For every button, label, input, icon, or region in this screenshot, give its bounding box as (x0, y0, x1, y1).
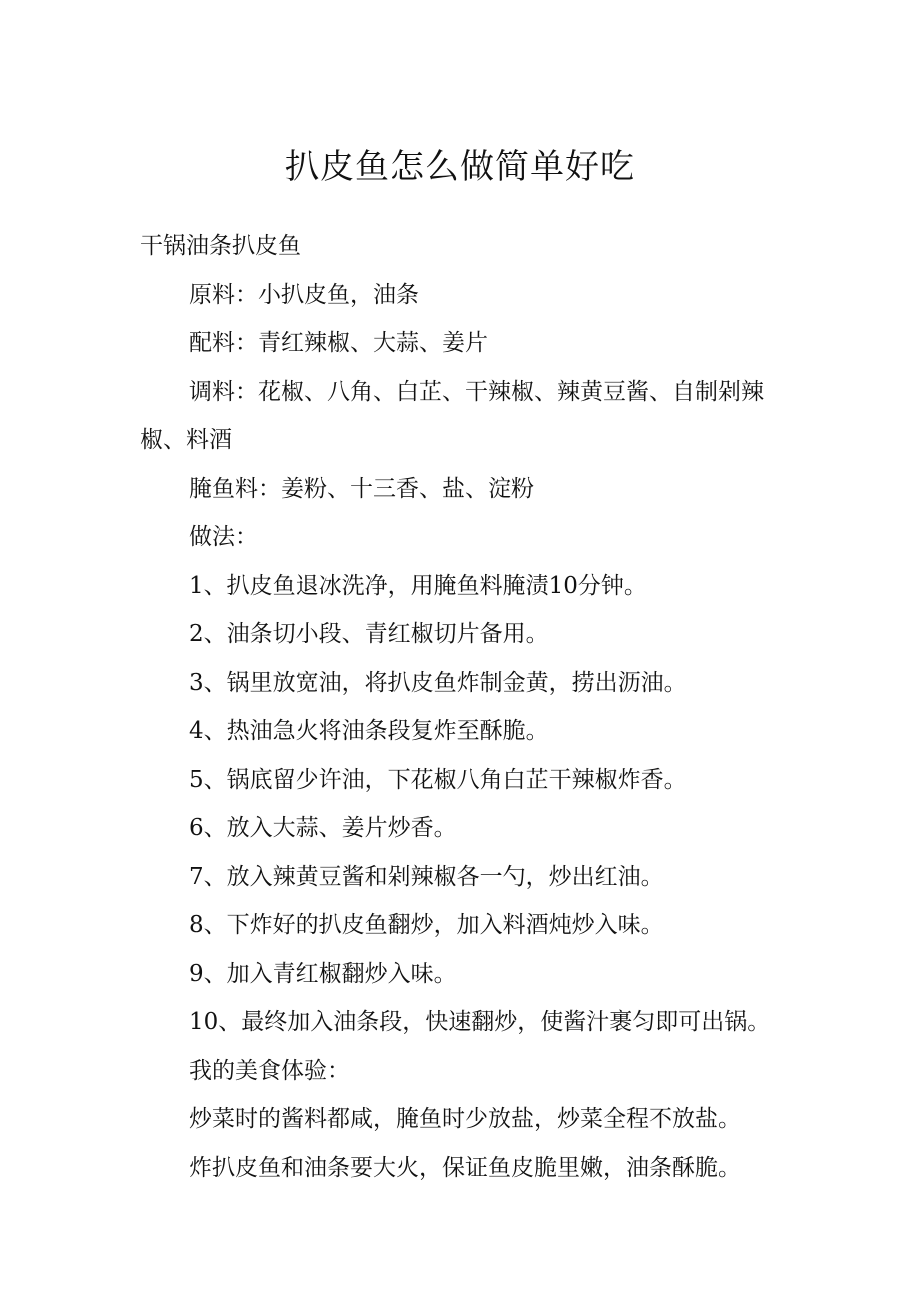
ingredients-side: 配料：青红辣椒、大蒜、姜片 (189, 330, 488, 356)
step-item: 6、放入大蒜、姜片炒香。 (189, 815, 457, 841)
marinade: 腌鱼料：姜粉、十三香、盐、淀粉 (189, 475, 534, 502)
tip-item: 炒菜时的酱料都咸，腌鱼时少放盐，炒菜全程不放盐。 (189, 1106, 741, 1132)
step-item: 4、热油急火将油条段复炸至酥脆。 (189, 718, 549, 744)
document-body (140, 222, 800, 1192)
recipe-subtitle: 干锅油条扒皮鱼 (140, 233, 301, 259)
step-item: 5、锅底留少许油，下花椒八角白芷干辣椒炸香。 (189, 766, 687, 793)
step-item: 3、锅里放宽油，将扒皮鱼炸制金黄，捞出沥油。 (189, 669, 687, 696)
document-title: 扒皮鱼怎么做简单好吃 (285, 147, 635, 187)
step-item: 8、下炸好的扒皮鱼翻炒，加入料酒炖炒入味。 (189, 912, 664, 938)
step-item: 2、油条切小段、青红椒切片备用。 (189, 621, 549, 647)
seasonings: 调料：花椒、八角、白芷、干辣椒、辣黄豆酱、自制剁辣椒、料酒 (140, 378, 764, 453)
step-item: 7、放入辣黄豆酱和剁辣椒各一勺，炒出红油。 (189, 863, 664, 890)
ingredients-main: 原料：小扒皮鱼，油条 (189, 281, 419, 308)
experience-heading: 我的美食体验： (189, 1057, 350, 1084)
tip-item: 炸扒皮鱼和油条要大火，保证鱼皮脆里嫩，油条酥脆。 (189, 1154, 741, 1181)
method-heading: 做法： (189, 524, 258, 550)
step-item: 10、最终加入油条段，快速翻炒，使酱汁裹匀即可出锅。 (189, 1009, 771, 1035)
step-item: 9、加入青红椒翻炒入味。 (189, 960, 457, 987)
step-item: 1、扒皮鱼退冰洗净，用腌鱼料腌渍10分钟。 (189, 572, 647, 599)
